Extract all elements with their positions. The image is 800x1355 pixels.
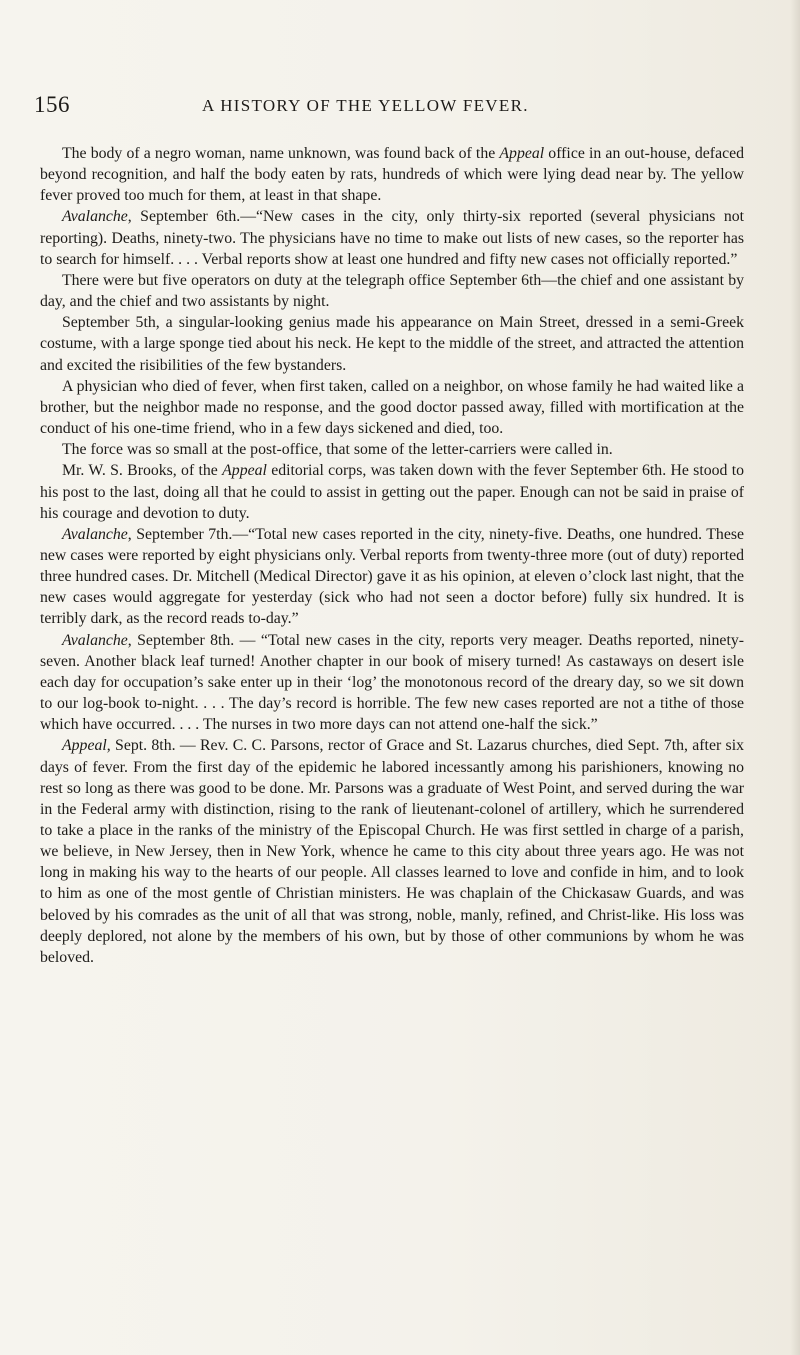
italic-source-name: Appeal [62, 737, 107, 755]
text-run: office in an out-house, defaced beyond recognition, and half the body eaten by rats, hundreds of which were lying dead near by. The yellow fever proved too much for them, at least in that shape. [40, 145, 744, 205]
text-run: , September 6th.—“New cases in the city, only thirty-six reported (several physicians not reporting). Deaths, ninety-two. The physicians have no time to make out lists of new cases, so the reporter has to search for himself. . . . Verbal reports show at least one hundred and fifty new cases not officially reported.” [40, 208, 744, 268]
italic-source-name: Appeal [499, 145, 545, 162]
body-text [40, 143, 744, 968]
paragraph [40, 630, 744, 736]
paragraph [40, 206, 744, 269]
text-run: , September 7th.—“Total new cases reported in the city, ninety-five. Deaths, one hundred. These new cases were reported by eight physicians only. Verbal reports from twenty-three more (out of duty) reported three hundred cases. Dr. Mitchell (Medical Director) gave it as his opinion, at eleven o’clock last night, that the new cases would aggregate for yesterday (sick who had not seen a doctor before) fully six hundred. It is terribly dark, as the record reads to-day.” [40, 525, 744, 628]
text-run: , Sept. 8th. — Rev. C. C. Parsons, rector of Grace and St. Lazarus churches, died Sept. 7th, after six days of fever. From the first day of the epidemic he labored incessantly among his parishioners, knowing no rest so long as there was good to be done. Mr. Parsons was a graduate of West Point, and served during the war in the Federal army with distinction, rising to the rank of lieutenant-colonel of artillery, which he surrendered to take a place in the ranks of the ministry of the Episcopal Church. He was first settled in charge of a parish, we believe, in New Jersey, then in New York, whence he came to this city about three years ago. He was not long in making his way to the hearts of our people. All classes learned to love and confide in him, and to look to him as one of the most gentle of Christian ministers. He was chaplain of the Chickasaw Guards, and was beloved by his comrades as the unit of all that was strong, noble, manly, refined, and Christ-like. His loss was deeply deplored, not alone by the members of his own, but by those of other communions by whom he was beloved. [40, 737, 744, 966]
text-run: , September 8th. — “Total new cases in the city, reports very meager. Deaths reported, ninety-seven. Another black leaf turned! Another chapter in our book of misery turned! As castaways on desert isle each day for occupation’s sake enter up in their ‘log’ the monotonous record of the dreary day, so we sit down to our log-book to-night. . . . The day’s record is horrible. The few new cases reported are not a tithe of those which have occurred. . . . The nurses in two more days can not attend one-half the sick.” [40, 631, 744, 734]
page-number: 156 [34, 92, 70, 117]
text-run: Mr. W. S. Brooks, of the [62, 462, 223, 480]
text-run: There were but five operators on duty at the telegraph office September 6th—the chief and one assistant by day, and the chief and two assistants by night. [40, 271, 744, 311]
text-run: editorial corps, was taken down with the fever September 6th. He stood to his post to the last, doing all that he could to assist in getting out the paper. Enough can not be said in praise of his courage and devotion to duty. [40, 462, 745, 522]
text-run: A physician who died of fever, when first taken, called on a neighbor, on whose family he had waited like a brother, but the neighbor made no response, and the good doctor passed away, filled with mortification at the conduct of his one-time friend, who in a few days sickened and died, too. [40, 377, 744, 438]
text-run: The force was so small at the post-office, that some of the letter-carriers were called in. [62, 441, 613, 459]
paragraph [40, 143, 744, 206]
italic-source-name: Avalanche [62, 631, 128, 649]
running-title: A HISTORY OF THE YELLOW FEVER. [202, 96, 529, 115]
paragraph [40, 312, 744, 375]
italic-source-name: Appeal [222, 462, 267, 480]
text-run: September 5th, a singular-looking genius made his appearance on Main Street, dressed in a semi-Greek costume, with a large sponge tied about his neck. He kept to the middle of the street, and attracted the attention and excited the risibilities of the few bystanders. [40, 314, 744, 374]
page-edge-shadow [790, 0, 800, 1355]
page-header [34, 92, 734, 118]
paragraph [40, 439, 744, 460]
paragraph [40, 524, 744, 630]
paragraph [40, 735, 744, 968]
italic-source-name: Avalanche [62, 208, 128, 226]
italic-source-name: Avalanche [62, 525, 128, 543]
paragraph [40, 376, 744, 439]
paragraph [40, 460, 744, 523]
paragraph [40, 270, 744, 312]
text-run: The body of a negro woman, name unknown, was found back of the [62, 145, 500, 162]
